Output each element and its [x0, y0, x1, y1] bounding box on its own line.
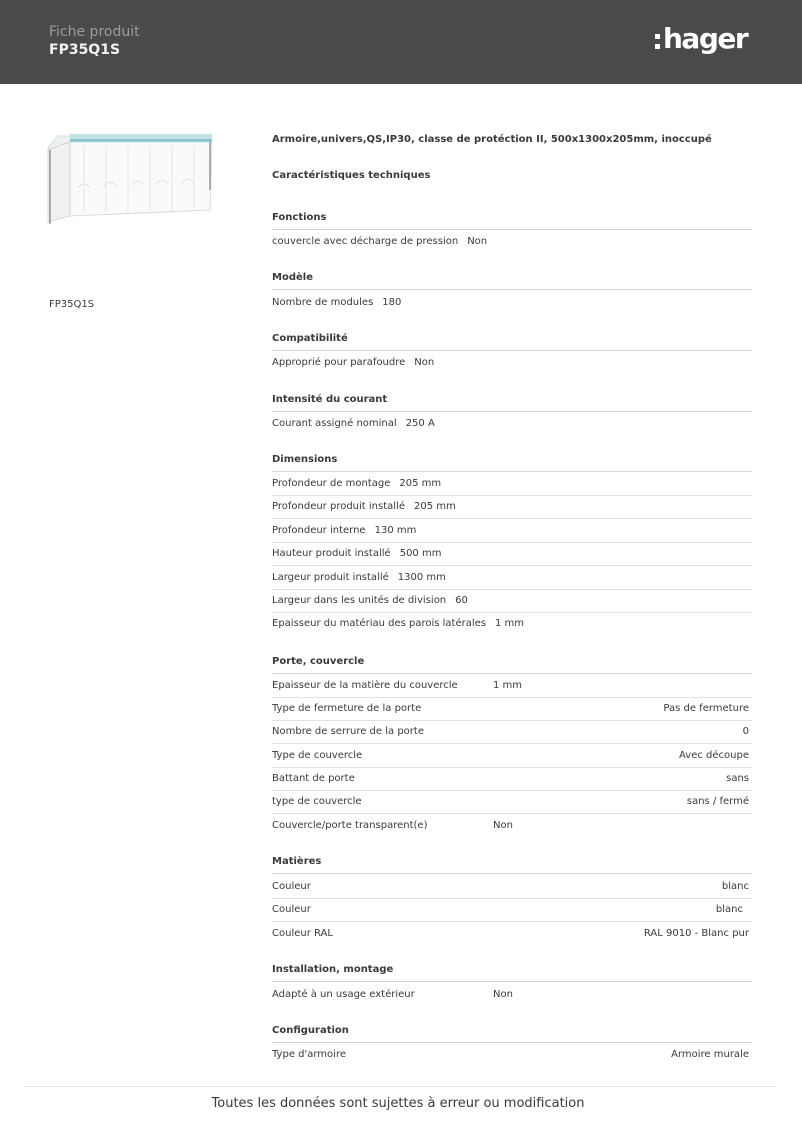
section-title-installation: Installation, montage [272, 964, 752, 982]
spec-value: 180 [382, 297, 402, 308]
spec-label: Profondeur de montage [272, 478, 391, 489]
spec-value: sans [726, 773, 749, 784]
spec-label: Epaisseur de la matière du couvercle [272, 680, 458, 691]
logo-wordmark: hager [663, 22, 748, 55]
spec-label: Adapté à un usage extérieur [272, 989, 415, 1000]
spec-label: Type d'armoire [272, 1049, 346, 1060]
spec-row [272, 984, 752, 1006]
spec-row [272, 745, 752, 768]
spec-row [272, 543, 752, 566]
section-title-porte: Porte, couvercle [272, 656, 752, 674]
spec-label: Largeur produit installé [272, 572, 389, 583]
spec-row [272, 698, 752, 721]
spec-value: 130 mm [374, 525, 417, 536]
spec-label: Largeur dans les unités de division [272, 595, 447, 606]
spec-label: Couleur [272, 881, 311, 892]
section-title-dimensions: Dimensions [272, 454, 752, 472]
section-title-compatibilite: Compatibilité [272, 333, 752, 351]
spec-value: blanc [715, 904, 743, 915]
section-title-intensite: Intensité du courant [272, 394, 752, 412]
spec-row [272, 413, 752, 435]
spec-row [272, 876, 752, 899]
spec-label: Courant assigné nominal [272, 418, 397, 429]
spec-label: Profondeur produit installé [272, 501, 405, 512]
spec-label: Nombre de modules [272, 297, 374, 308]
spec-value: 250 A [405, 418, 435, 429]
spec-row [272, 567, 752, 590]
spec-value: 205 mm [399, 478, 442, 489]
spec-row [272, 590, 752, 613]
product-image [44, 130, 216, 230]
spec-label: Nombre de serrure de la porte [272, 726, 424, 737]
spec-row [272, 721, 752, 744]
logo-dots-icon [655, 34, 660, 49]
spec-value: blanc [721, 881, 749, 892]
spec-value: 1300 mm [397, 572, 446, 583]
section-title-configuration: Configuration [272, 1025, 752, 1043]
spec-label: Type de fermeture de la porte [272, 703, 422, 714]
spec-value: 1 mm [493, 680, 523, 691]
spec-value: RAL 9010 - Blanc pur [643, 928, 749, 939]
spec-label: Epaisseur du matériau des parois latérales [272, 618, 487, 629]
spec-label: Couleur [272, 904, 311, 915]
product-title: Armoire,univers,QS,IP30, classe de protéction II, 500x1300x205mm, inoccupé [272, 134, 712, 145]
spec-row [272, 352, 752, 374]
spec-row [272, 613, 752, 635]
spec-row [272, 1044, 752, 1066]
spec-value: 60 [455, 595, 468, 606]
spec-value: Non [493, 989, 513, 1000]
spec-label: Approprié pour parafoudre [272, 357, 406, 368]
spec-row [272, 899, 752, 922]
section-title-fonctions: Fonctions [272, 212, 752, 230]
spec-label: Battant de porte [272, 773, 355, 784]
spec-row [272, 923, 752, 945]
spec-label: Profondeur interne [272, 525, 366, 536]
product-code-label: FP35Q1S [49, 299, 95, 310]
footer-divider [24, 1086, 776, 1087]
spec-label: Couleur RAL [272, 928, 333, 939]
specs-heading: Caractéristiques techniques [272, 170, 431, 181]
spec-value: 205 mm [413, 501, 456, 512]
spec-label: Couvercle/porte transparent(e) [272, 820, 428, 831]
spec-row [272, 473, 752, 496]
spec-value: 1 mm [495, 618, 525, 629]
spec-value: sans / fermé [686, 796, 749, 807]
footer-disclaimer: Toutes les données sont sujettes à erreur ou modification [211, 1096, 585, 1111]
spec-row [272, 768, 752, 791]
hager-logo [655, 22, 747, 56]
document-type: Fiche produit [49, 24, 140, 40]
spec-row [272, 675, 752, 698]
spec-row [272, 520, 752, 543]
spec-label: couvercle avec décharge de pression [272, 236, 459, 247]
spec-value: Non [414, 357, 435, 368]
page-header [0, 0, 802, 84]
spec-value: 0 [742, 726, 749, 737]
document-code: FP35Q1S [49, 42, 121, 58]
spec-row [272, 496, 752, 519]
spec-value: Pas de fermeture [663, 703, 749, 714]
spec-label: type de couvercle [272, 796, 362, 807]
spec-row [272, 815, 752, 837]
section-title-matieres: Matières [272, 856, 752, 874]
spec-label: Hauteur produit installé [272, 548, 391, 559]
section-title-modele: Modèle [272, 272, 752, 290]
spec-value: Avec découpe [679, 750, 749, 761]
spec-value: 500 mm [399, 548, 442, 559]
spec-label: Type de couvercle [272, 750, 363, 761]
spec-row [272, 292, 752, 314]
spec-value: Armoire murale [671, 1049, 749, 1060]
spec-row [272, 791, 752, 814]
spec-value: Non [467, 236, 488, 247]
spec-row [272, 231, 752, 253]
spec-value: Non [493, 820, 513, 831]
